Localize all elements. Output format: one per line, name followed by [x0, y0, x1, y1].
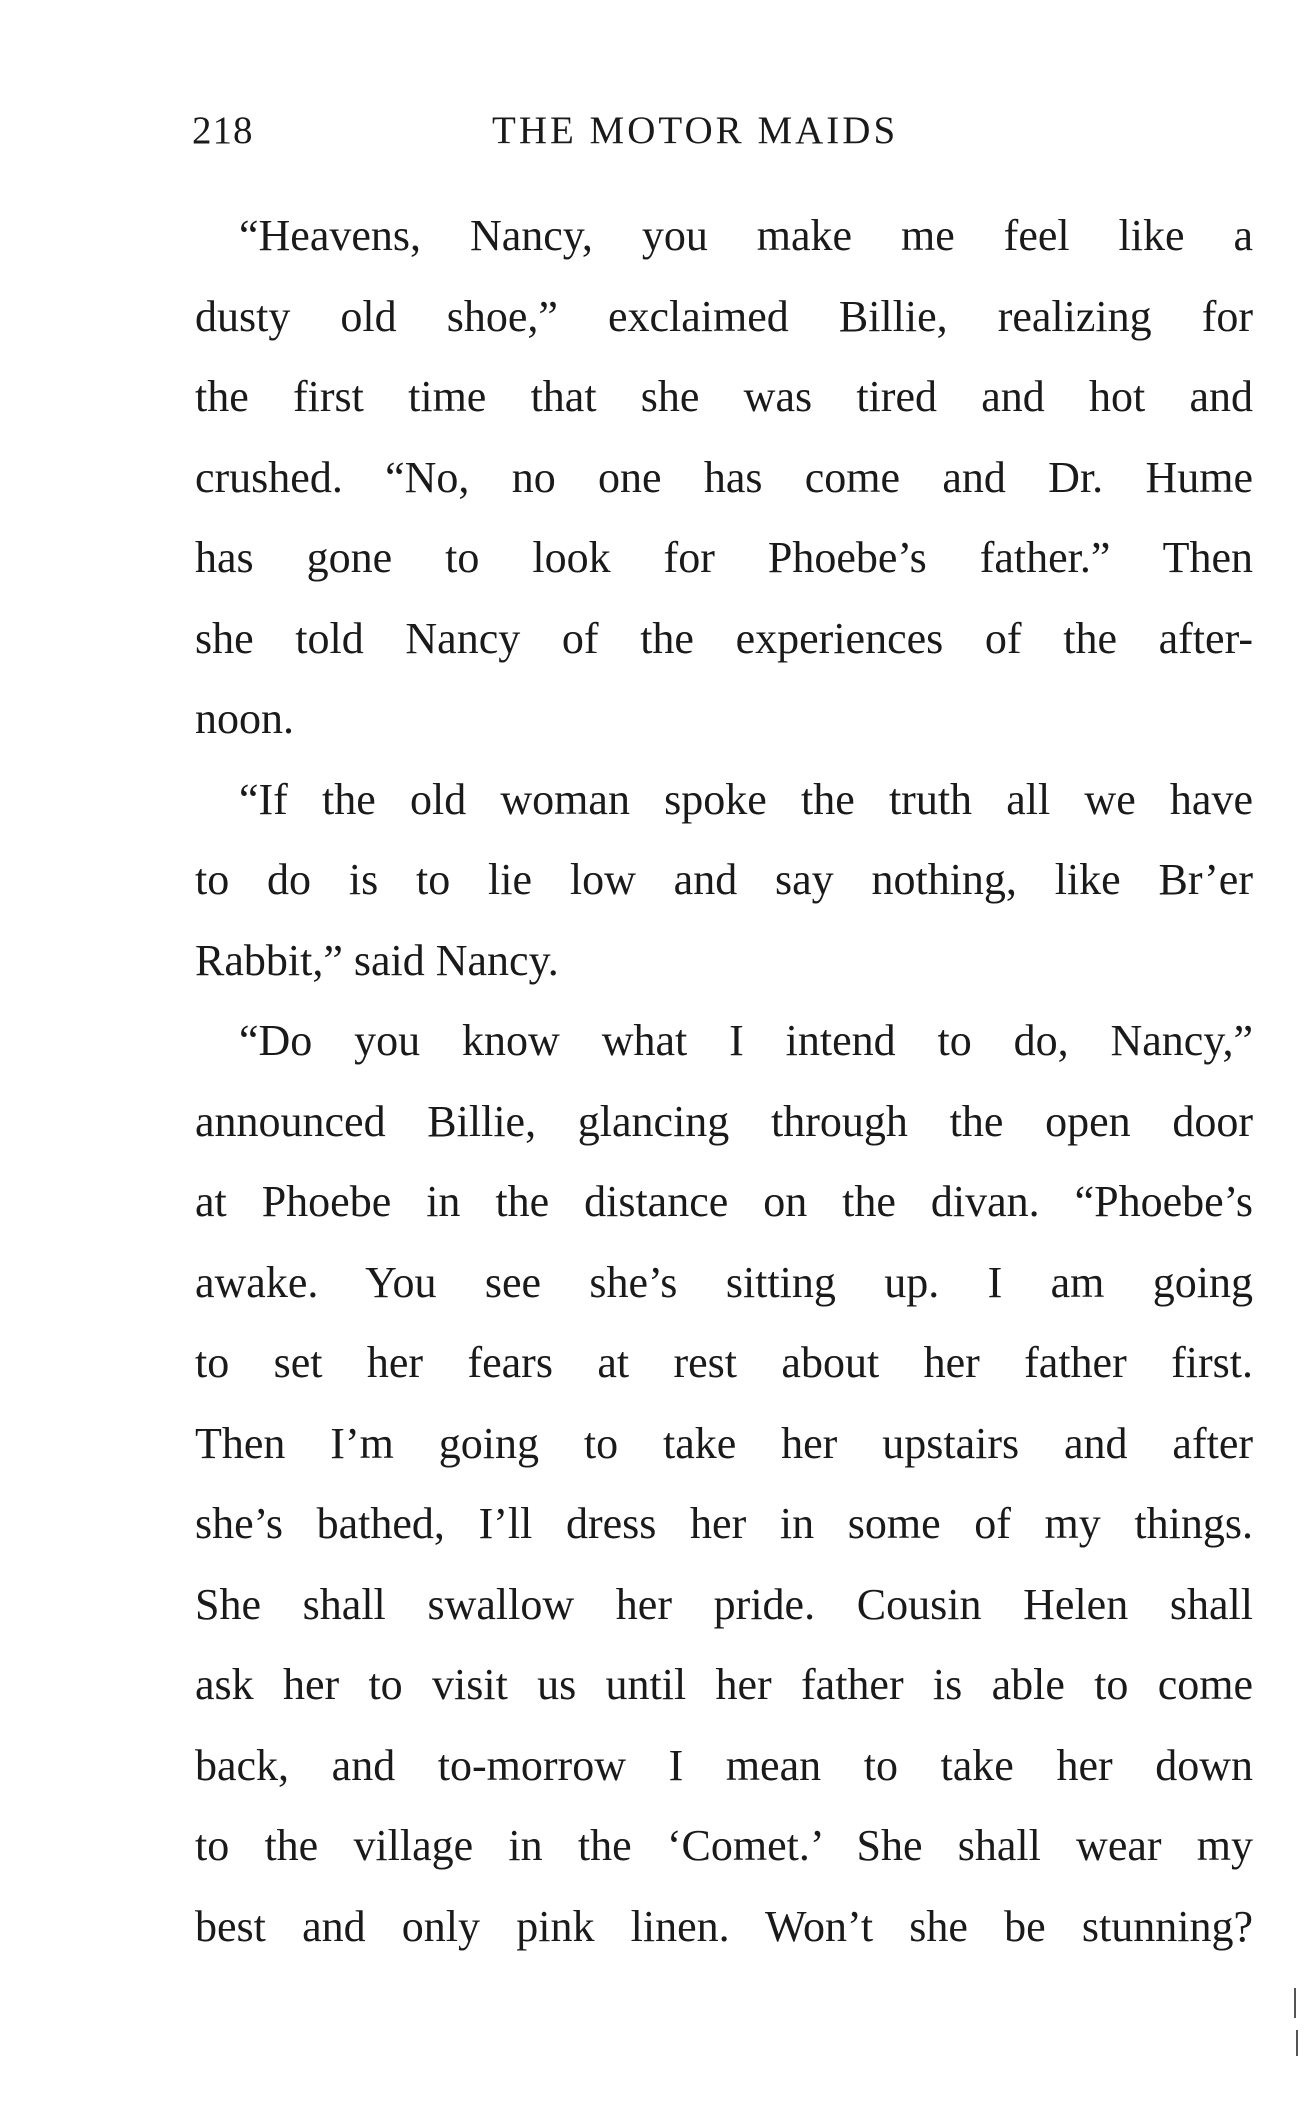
text-line: announced Billie, glancing through the open door [195, 1096, 1253, 1146]
body-text [195, 196, 1253, 1967]
print-speck [1296, 2030, 1298, 2056]
page-header [192, 108, 1252, 158]
text-line: she’s bathed, I’ll dress her in some of my things. [195, 1499, 1253, 1548]
text-line: to set her fears at rest about her father first. [195, 1338, 1253, 1387]
text-line: at Phoebe in the distance on the divan. “Phoebe’s [195, 1177, 1253, 1226]
text-line: awake. You see she’s sitting up. I am going [195, 1257, 1253, 1307]
text-line: she told Nancy of the experiences of the after- [195, 613, 1253, 663]
text-line: She shall swallow her pride. Cousin Helen shall [195, 1579, 1253, 1629]
text-line: “Heavens, Nancy, you make me feel like a [239, 211, 1253, 260]
running-title: THE MOTOR MAIDS [492, 109, 899, 152]
text-line: back, and to-morrow I mean to take her down [195, 1740, 1253, 1790]
text-line: ask her to visit us until her father is able to come [195, 1660, 1253, 1709]
text-line: has gone to look for Phoebe’s father.” Then [195, 533, 1253, 582]
text-line: Then I’m going to take her upstairs and after [195, 1418, 1253, 1468]
text-line: the first time that she was tired and hot and [195, 372, 1253, 421]
text-line: to the village in the ‘Comet.’ She shall wear my [195, 1821, 1253, 1870]
text-line: best and only pink linen. Won’t she be stunning? [195, 1901, 1253, 1951]
print-speck [1294, 1988, 1296, 2018]
text-line: noon. [195, 694, 294, 743]
page-number: 218 [192, 109, 254, 152]
text-line: Rabbit,” said Nancy. [195, 935, 559, 985]
text-line: dusty old shoe,” exclaimed Billie, realizing for [195, 291, 1253, 341]
text-line: to do is to lie low and say nothing, like Br’er [195, 855, 1253, 904]
text-line: “Do you know what I intend to do, Nancy,” [239, 1016, 1253, 1065]
text-line: “If the old woman spoke the truth all we have [239, 774, 1253, 824]
text-line: crushed. “No, no one has come and Dr. Hume [195, 452, 1253, 502]
